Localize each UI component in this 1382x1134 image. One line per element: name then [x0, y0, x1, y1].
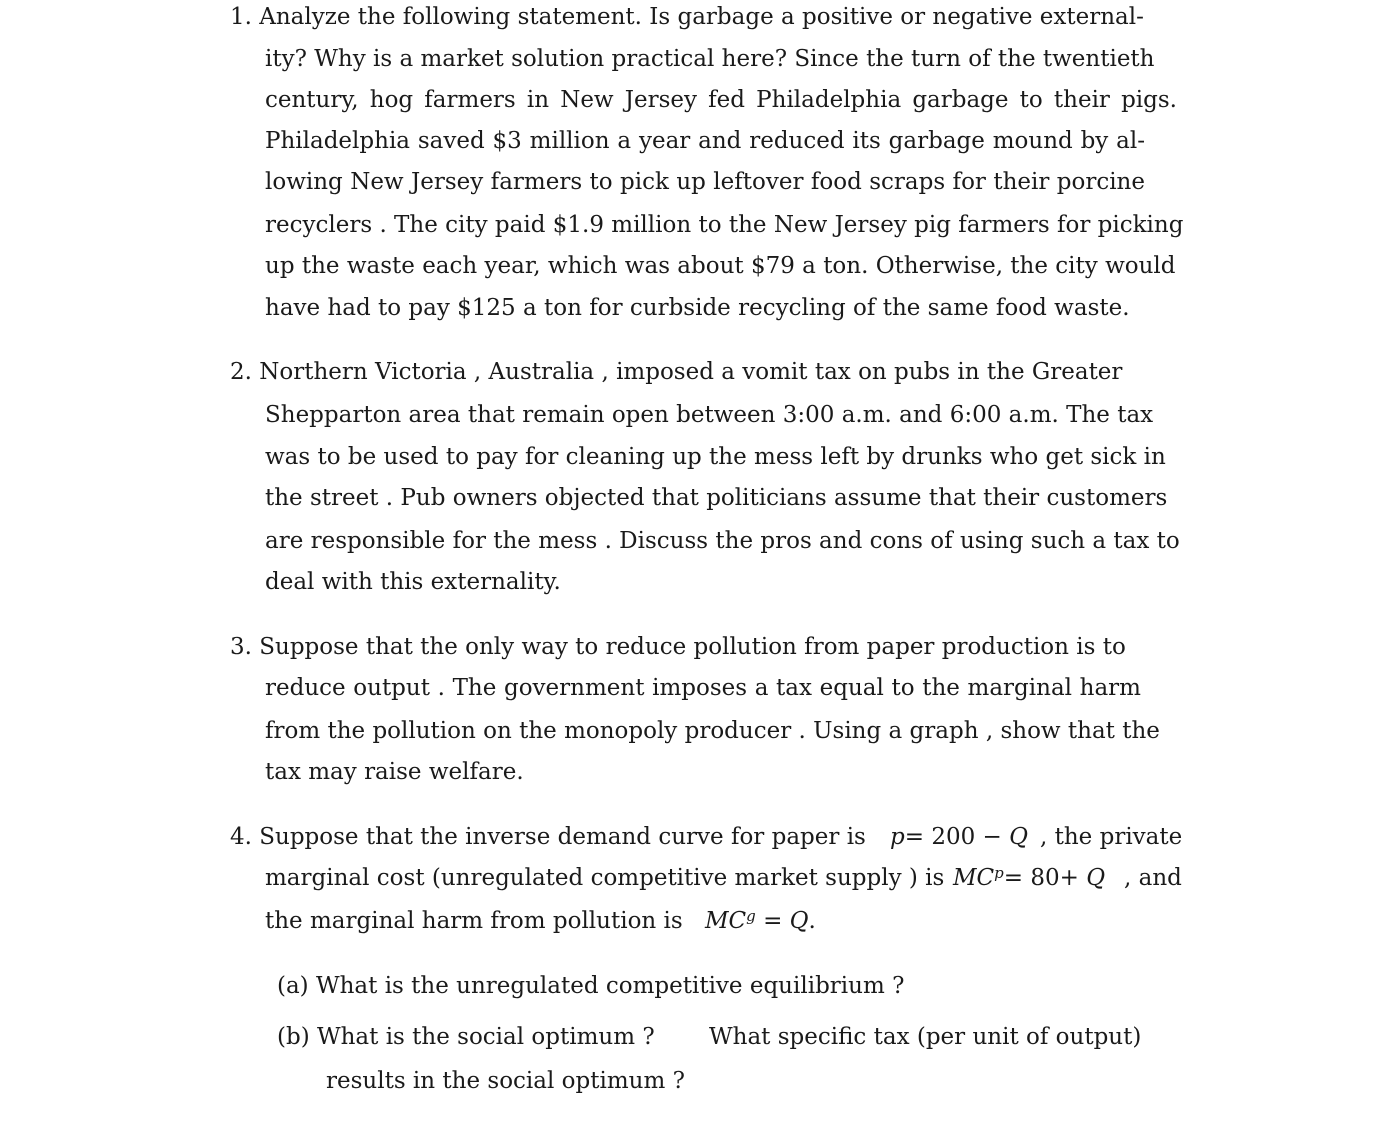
q3-line-2: reduce output . The government imposes a tax equal to the marginal harm	[265, 675, 1141, 701]
q1-line-6: recyclers . The city paid $1.9 million to the New Jersey pig farmers for picking	[265, 212, 1184, 238]
q4-private-mc-equation	[953, 864, 1105, 892]
q4-harm-var: MC	[705, 908, 747, 934]
q4-demand-var: p	[890, 824, 905, 850]
q4-harm-equation	[705, 907, 816, 935]
q2-line-5: are responsible for the mess . Discuss the pros and cons of using such a tax to	[265, 528, 1180, 554]
q4-line-2-tail: , and	[1124, 865, 1182, 891]
q1-line-2: ity? Why is a market solution practical here? Since the turn of the twentieth	[265, 46, 1155, 72]
q3-line-1: 3. Suppose that the only way to reduce pollution from paper production is to	[230, 634, 1126, 660]
q4-demand-equation	[890, 823, 1028, 851]
q4-harm-rest: =	[755, 908, 790, 934]
q1-line-7: up the waste each year, which was about $79 a ton. Otherwise, the city would	[265, 253, 1176, 279]
q4-harm-sup: g	[746, 907, 756, 925]
q4-private-mc-rest: = 80+	[1003, 865, 1087, 891]
q1-line-1: 1. Analyze the following statement. Is garbage a positive or negative external-	[230, 4, 1144, 30]
q1-line-5: lowing New Jersey farmers to pick up leftover food scraps for their porcine	[265, 169, 1145, 195]
q4-harm-tail: .	[808, 908, 816, 934]
q2-line-3: was to be used to pay for cleaning up the mess left by drunks who get sick in	[265, 444, 1166, 470]
q4-private-mc-sup: p	[994, 864, 1004, 882]
q4-part-a: (a) What is the unregulated competitive equilibrium ?	[277, 973, 905, 999]
q3-line-3: from the pollution on the monopoly producer . Using a graph , show that the	[265, 718, 1160, 744]
q2-line-6: deal with this externality.	[265, 569, 561, 595]
q4-part-b-line-3: results in the social optimum ?	[326, 1068, 685, 1094]
q4-part-b-line-1: (b) What is the social optimum ?	[277, 1024, 655, 1050]
q1-line-4: Philadelphia saved $3 million a year and reduced its garbage mound by al-	[265, 128, 1145, 154]
q4-harm-q: Q	[789, 908, 809, 934]
q4-line-3-text: the marginal harm from pollution is	[265, 908, 683, 934]
q3-line-4: tax may raise welfare.	[265, 759, 524, 785]
q4-private-mc-var: MC	[953, 865, 995, 891]
q4-demand-q: Q	[1009, 824, 1028, 850]
q4-line-1-text: 4. Suppose that the inverse demand curve for paper is	[230, 824, 866, 850]
q1-line-8: have had to pay $125 a ton for curbside recycling of the same food waste.	[265, 295, 1130, 321]
q4-line-1-tail: , the private	[1040, 824, 1183, 850]
q1-line-3: century, hog farmers in New Jersey fed Philadelphia garbage to their pigs.	[265, 87, 1177, 113]
q2-line-2: Shepparton area that remain open between 3:00 a.m. and 6:00 a.m. The tax	[265, 402, 1154, 428]
q4-demand-rest: = 200 −	[904, 824, 1010, 850]
q2-line-4: the street . Pub owners objected that politicians assume that their customers	[265, 485, 1168, 511]
q4-line-2-text: marginal cost (unregulated competitive market supply ) is	[265, 865, 945, 891]
q4-part-b-line-2: What specific tax (per unit of output)	[709, 1024, 1142, 1050]
q2-line-1: 2. Northern Victoria , Australia , imposed a vomit tax on pubs in the Greater	[230, 359, 1123, 385]
q4-private-mc-q: Q	[1086, 865, 1106, 891]
